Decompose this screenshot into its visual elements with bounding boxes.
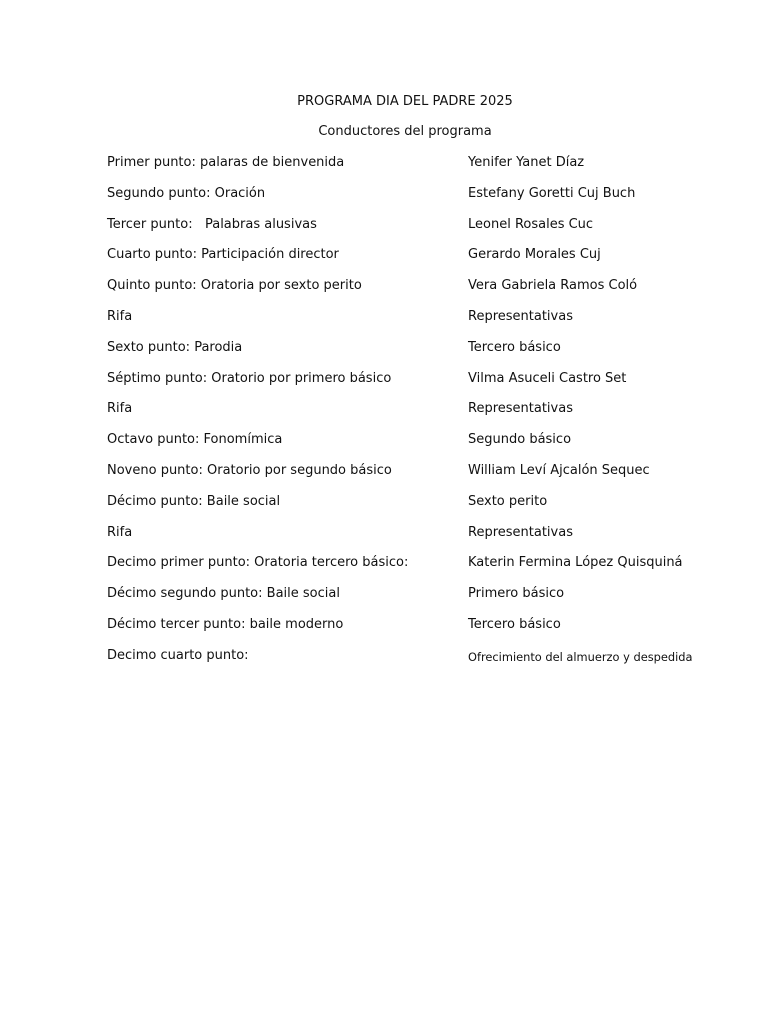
program-item: Cuarto punto: Participación director [107, 247, 339, 263]
program-conductor: Ofrecimiento del almuerzo y despedida [468, 649, 693, 664]
program-item: Séptimo punto: Oratorio por primero básico [107, 370, 392, 386]
program-conductor: Gerardo Morales Cuj [468, 247, 601, 263]
program-row [107, 431, 727, 462]
program-item: Sexto punto: Parodia [107, 339, 243, 355]
program-conductor: Segundo básico [468, 432, 572, 448]
program-item: Decimo cuarto punto: [107, 647, 249, 663]
program-conductor: Vera Gabriela Ramos Coló [468, 278, 638, 294]
program-row [107, 246, 727, 277]
program-conductor: Tercero básico [468, 616, 561, 632]
program-item: Decimo primer punto: Oratoria tercero básico: [107, 555, 409, 571]
program-item: Rifa [107, 524, 133, 540]
program-conductor: Representativas [468, 401, 573, 417]
program-item: Quinto punto: Oratoria por sexto perito [107, 278, 362, 294]
program-conductor: Leonel Rosales Cuc [468, 216, 594, 232]
program-row [107, 339, 727, 370]
program-row [107, 216, 727, 247]
program-item: Segundo punto: Oración [107, 185, 266, 201]
program-item: Rifa [107, 401, 133, 417]
program-item: Noveno punto: Oratorio por segundo básico [107, 462, 392, 478]
program-conductor: Vilma Asuceli Castro Set [468, 370, 627, 386]
program-item: Décimo segundo punto: Baile social [107, 586, 340, 602]
program-row [107, 400, 727, 431]
program-row [107, 154, 727, 185]
program-conductor: Yenifer Yanet Díaz [468, 155, 585, 170]
program-item: Octavo punto: Fonomímica [107, 432, 283, 448]
program-conductor: Sexto perito [468, 493, 548, 509]
program-row [107, 493, 727, 524]
program-conductor: Katerin Fermina López Quisquiná [468, 555, 683, 571]
program-item: Tercer punto: Palabras alusivas [107, 216, 317, 232]
program-conductor: Representativas [468, 308, 573, 324]
program-item: Primer punto: palaras de bienvenida [107, 155, 345, 170]
document-title: PROGRAMA DIA DEL PADRE 2025 [297, 94, 513, 109]
program-row [107, 616, 727, 647]
program-conductor: Estefany Goretti Cuj Buch [468, 185, 636, 201]
program-item: Décimo punto: Baile social [107, 493, 281, 509]
program-conductor: Primero básico [468, 586, 565, 602]
program-conductor: William Leví Ajcalón Sequec [468, 462, 650, 478]
program-item: Décimo tercer punto: baile moderno [107, 616, 344, 632]
program-row [107, 647, 727, 678]
program-list [107, 154, 727, 678]
program-row [107, 308, 727, 339]
program-row [107, 370, 727, 401]
program-row [107, 554, 727, 585]
program-conductor: Tercero básico [468, 339, 561, 355]
program-row [107, 524, 727, 555]
program-row [107, 462, 727, 493]
program-row [107, 185, 727, 216]
program-row [107, 585, 727, 616]
program-row [107, 277, 727, 308]
program-item: Rifa [107, 308, 133, 324]
program-conductor: Representativas [468, 524, 573, 540]
document-subtitle: Conductores del programa [318, 124, 492, 139]
